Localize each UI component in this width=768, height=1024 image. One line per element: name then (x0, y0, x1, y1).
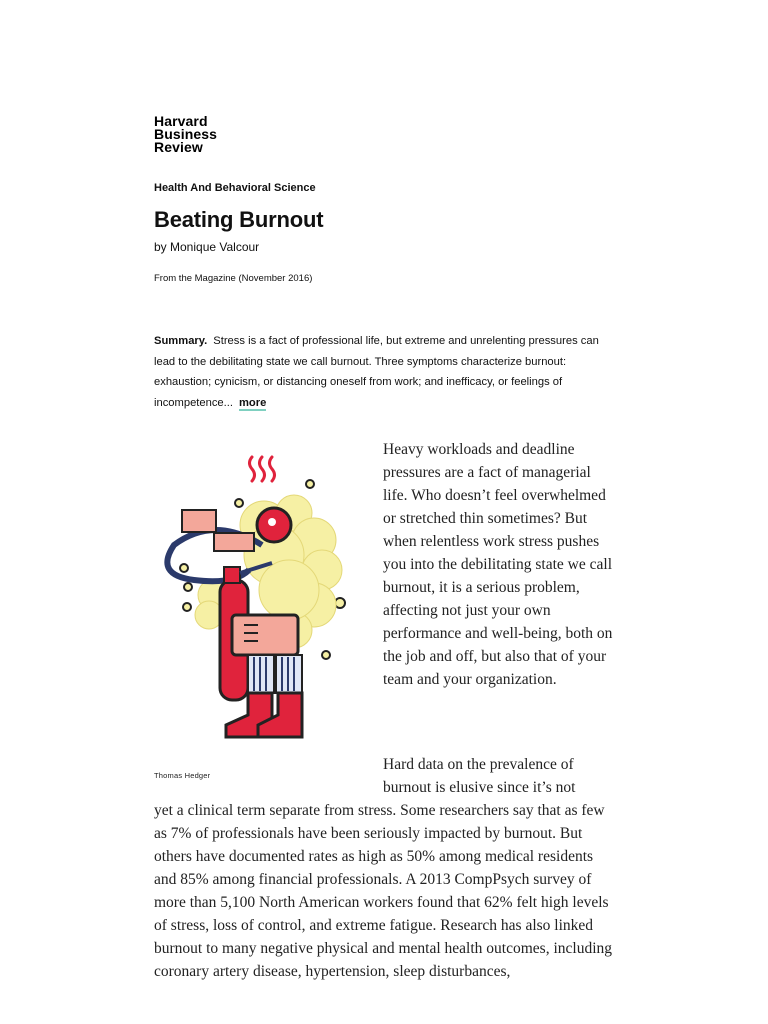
legs (248, 655, 302, 693)
logo-line: Harvard (154, 113, 208, 129)
heat-icon (250, 457, 275, 481)
logo-line: Review (154, 139, 203, 155)
body-paragraph-start: Hard data on the prevalence of burnout is elusive since it’s not (383, 756, 576, 796)
summary-text: Stress is a fact of professional life, but extreme and unrelenting pressures can lead to the debilitating state we call burnout. Three symptoms characterize burnout: exhaustion; cynicism, or distancing oneself from work; and inefficacy, or feelings of incompetence... (154, 335, 599, 409)
hand-bottom (232, 615, 298, 655)
hbr-logo[interactable] (154, 115, 217, 154)
logo-line: Business (154, 126, 218, 142)
summary-label: Summary. (154, 335, 208, 347)
topic-link[interactable]: Health And Behavioral Science (154, 182, 316, 194)
illustration-credit: Thomas Hedger (154, 771, 211, 780)
hand-top (182, 510, 216, 532)
firefighter-extinguisher-illustration (154, 445, 354, 755)
body-paragraph: Heavy workloads and deadline pressures are a fact of managerial life. Who doesn’t feel overwhelmed or stretched thin sometimes? But when relentless work stress pushes you into the debilitating state we call burnout, it is a serious problem, affecting not just your own performance and well-being, both on the job and off, but also that of your team and your organization. (383, 441, 613, 688)
magazine-source: From the Magazine (November 2016) (154, 273, 313, 284)
body-paragraph-continued: yet a clinical term separate from stress. Some researchers say that as few as 7% of professionals have been seriously impacted by burnout. But others have documented rates as high as 50% among medical residents and 85% among financial professionals. A 2013 CompPsych survey of more than 5,100 North American workers found that 62% felt high levels of stress, loss of control, and extreme fatigue. Research has also linked burnout to many negative physical and mental health outcomes, including coronary artery disease, hypertension, sleep disturbances, (154, 802, 612, 980)
article-summary (154, 331, 604, 413)
article-illustration (154, 445, 354, 755)
more-link[interactable]: more (238, 396, 267, 409)
byline: by Monique Valcour (154, 240, 260, 254)
article-title: Beating Burnout (154, 207, 324, 232)
